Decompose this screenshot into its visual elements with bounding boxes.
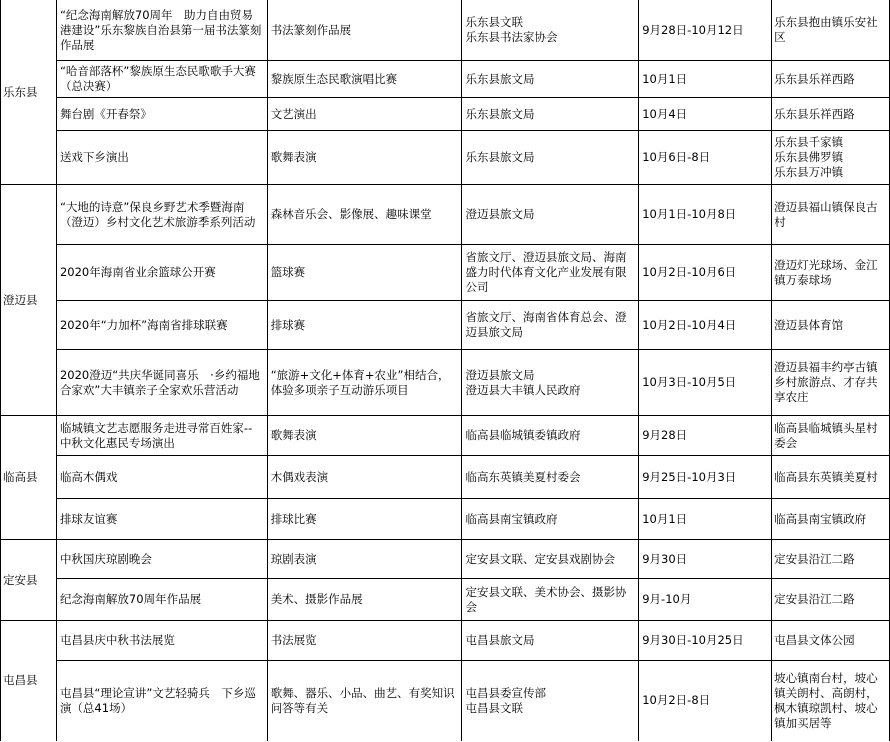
venue-cell: 澄迈县体育馆: [772, 301, 890, 350]
date-cell: 9月30日: [639, 540, 772, 579]
event-type-cell: “旅游+文化+体育+农业”相结合，体验多项亲子互动游乐项目: [267, 350, 462, 416]
organizer-cell: 屯昌县旅文局: [462, 621, 639, 661]
event-type-cell: 琼剧表演: [267, 540, 462, 579]
venue-cell: 屯昌县文体公园: [772, 621, 890, 661]
table-row: [1, 0, 890, 61]
organizer-cell: 乐东县旅文局: [462, 61, 639, 98]
date-cell: 9月-10月: [639, 579, 772, 621]
event-type-cell: 木偶戏表演: [267, 456, 462, 499]
date-cell: 9月28日: [639, 416, 772, 456]
event-type-cell: 排球比赛: [267, 499, 462, 540]
event-name-cell: “纪念海南解放70周年 助力自由贸易港建设”乐东黎族自治县第一届书法篆刻作品展: [56, 0, 267, 61]
table-row: [1, 540, 890, 579]
event-name-cell: 2020年海南省业余篮球公开赛: [56, 245, 267, 301]
event-type-cell: 歌舞表演: [267, 416, 462, 456]
table-row: [1, 131, 890, 185]
event-type-cell: 书法篆刻作品展: [267, 0, 462, 61]
table-row: [1, 185, 890, 245]
event-name-cell: 纪念海南解放70周年作品展: [56, 579, 267, 621]
event-name-cell: 临城镇文艺志愿服务走进寻常百姓家--中秋文化惠民专场演出: [56, 416, 267, 456]
table-row: [1, 98, 890, 131]
event-type-cell: 黎族原生态民歌演唱比赛: [267, 61, 462, 98]
organizer-cell: 屯昌县委宣传部 屯昌县文联: [462, 661, 639, 741]
venue-cell: 临高县临城镇头星村委会: [772, 416, 890, 456]
table-row: [1, 499, 890, 540]
county-cell: 定安县: [1, 540, 57, 621]
event-name-cell: 屯昌县庆中秋书法展览: [56, 621, 267, 661]
event-type-cell: 美术、摄影作品展: [267, 579, 462, 621]
date-cell: 9月30日-10月25日: [639, 621, 772, 661]
event-type-cell: 歌舞、器乐、小品、曲艺、有奖知识问答等有关: [267, 661, 462, 741]
date-cell: 10月2日-8日: [639, 661, 772, 741]
table-row: [1, 245, 890, 301]
organizer-cell: 澄迈县旅文局 澄迈县大丰镇人民政府: [462, 350, 639, 416]
date-cell: 10月6日-8日: [639, 131, 772, 185]
organizer-cell: 乐东县旅文局: [462, 98, 639, 131]
event-type-cell: 森林音乐会、影像展、趣味课堂: [267, 185, 462, 245]
organizer-cell: 定安县文联、定安县戏剧协会: [462, 540, 639, 579]
table-row: [1, 301, 890, 350]
event-name-cell: 排球友谊赛: [56, 499, 267, 540]
organizer-cell: 省旅文厅、澄迈县旅文局、海南盛力时代体育文化产业发展有限公司: [462, 245, 639, 301]
venue-cell: 坡心镇南台村，坡心镇关朗村、高朗村，枫木镇琼凯村、坡心镇加买居等: [772, 661, 890, 741]
table-row: [1, 579, 890, 621]
table-row: [1, 61, 890, 98]
organizer-cell: 临高东英镇美夏村委会: [462, 456, 639, 499]
venue-cell: 乐东县千家镇 乐东县佛罗镇 乐东县万冲镇: [772, 131, 890, 185]
venue-cell: 澄迈县福丰约亭古镇乡村旅游点、才存共享农庄: [772, 350, 890, 416]
event-name-cell: 舞台剧《开春祭》: [56, 98, 267, 131]
event-name-cell: “大地的诗意”保良乡野艺术季暨海南（澄迈）乡村文化艺术旅游季系列活动: [56, 185, 267, 245]
county-cell: 澄迈县: [1, 185, 57, 416]
organizer-cell: 澄迈县旅文局: [462, 185, 639, 245]
date-cell: 10月1日: [639, 61, 772, 98]
county-cell: 临高县: [1, 416, 57, 540]
event-name-cell: 中秋国庆琼剧晚会: [56, 540, 267, 579]
county-cell: 乐东县: [1, 0, 57, 185]
event-type-cell: 文艺演出: [267, 98, 462, 131]
date-cell: 10月1日: [639, 499, 772, 540]
date-cell: 9月25日-10月3日: [639, 456, 772, 499]
date-cell: 10月3日-10月5日: [639, 350, 772, 416]
venue-cell: 定安县沿江二路: [772, 540, 890, 579]
date-cell: 10月4日: [639, 98, 772, 131]
organizer-cell: 乐东县文联 乐东县书法家协会: [462, 0, 639, 61]
table-row: [1, 661, 890, 741]
venue-cell: 澄迈灯光球场、金江镇万泰球场: [772, 245, 890, 301]
table-row: [1, 621, 890, 661]
event-type-cell: 排球赛: [267, 301, 462, 350]
county-cell: 屯昌县: [1, 621, 57, 741]
event-name-cell: 临高木偶戏: [56, 456, 267, 499]
organizer-cell: 定安县文联、美术协会、摄影协会: [462, 579, 639, 621]
event-type-cell: 篮球赛: [267, 245, 462, 301]
date-cell: 10月1日-10月8日: [639, 185, 772, 245]
organizer-cell: 省旅文厅、海南省体育总会、澄迈县旅文局: [462, 301, 639, 350]
organizer-cell: 乐东县旅文局: [462, 131, 639, 185]
event-name-cell: 屯昌县“理论宣讲”文艺轻骑兵 下乡巡演（总41场）: [56, 661, 267, 741]
event-name-cell: “哈音部落杯”黎族原生态民歌歌手大赛（总决赛）: [56, 61, 267, 98]
date-cell: 10月2日-10月4日: [639, 301, 772, 350]
event-type-cell: 歌舞表演: [267, 131, 462, 185]
venue-cell: 乐东县乐祥西路: [772, 98, 890, 131]
event-name-cell: 2020澄迈“共庆华诞同喜乐 ·乡约福地合家欢”大丰镇亲子全家欢乐营活动: [56, 350, 267, 416]
table-row: [1, 456, 890, 499]
venue-cell: 临高县南宝镇政府: [772, 499, 890, 540]
event-name-cell: 2020年“力加杯”海南省排球联赛: [56, 301, 267, 350]
venue-cell: 临高县东英镇美夏村: [772, 456, 890, 499]
venue-cell: 澄迈县福山镇保良古村: [772, 185, 890, 245]
date-cell: 9月28日-10月12日: [639, 0, 772, 61]
organizer-cell: 临高县南宝镇政府: [462, 499, 639, 540]
venue-cell: 乐东县乐祥西路: [772, 61, 890, 98]
date-cell: 10月2日-10月6日: [639, 245, 772, 301]
table-row: [1, 416, 890, 456]
event-name-cell: 送戏下乡演出: [56, 131, 267, 185]
event-type-cell: 书法展览: [267, 621, 462, 661]
venue-cell: 乐东县抱由镇乐安社区: [772, 0, 890, 61]
table-row: [1, 350, 890, 416]
organizer-cell: 临高县临城镇委镇政府: [462, 416, 639, 456]
venue-cell: 定安县沿江二路: [772, 579, 890, 621]
